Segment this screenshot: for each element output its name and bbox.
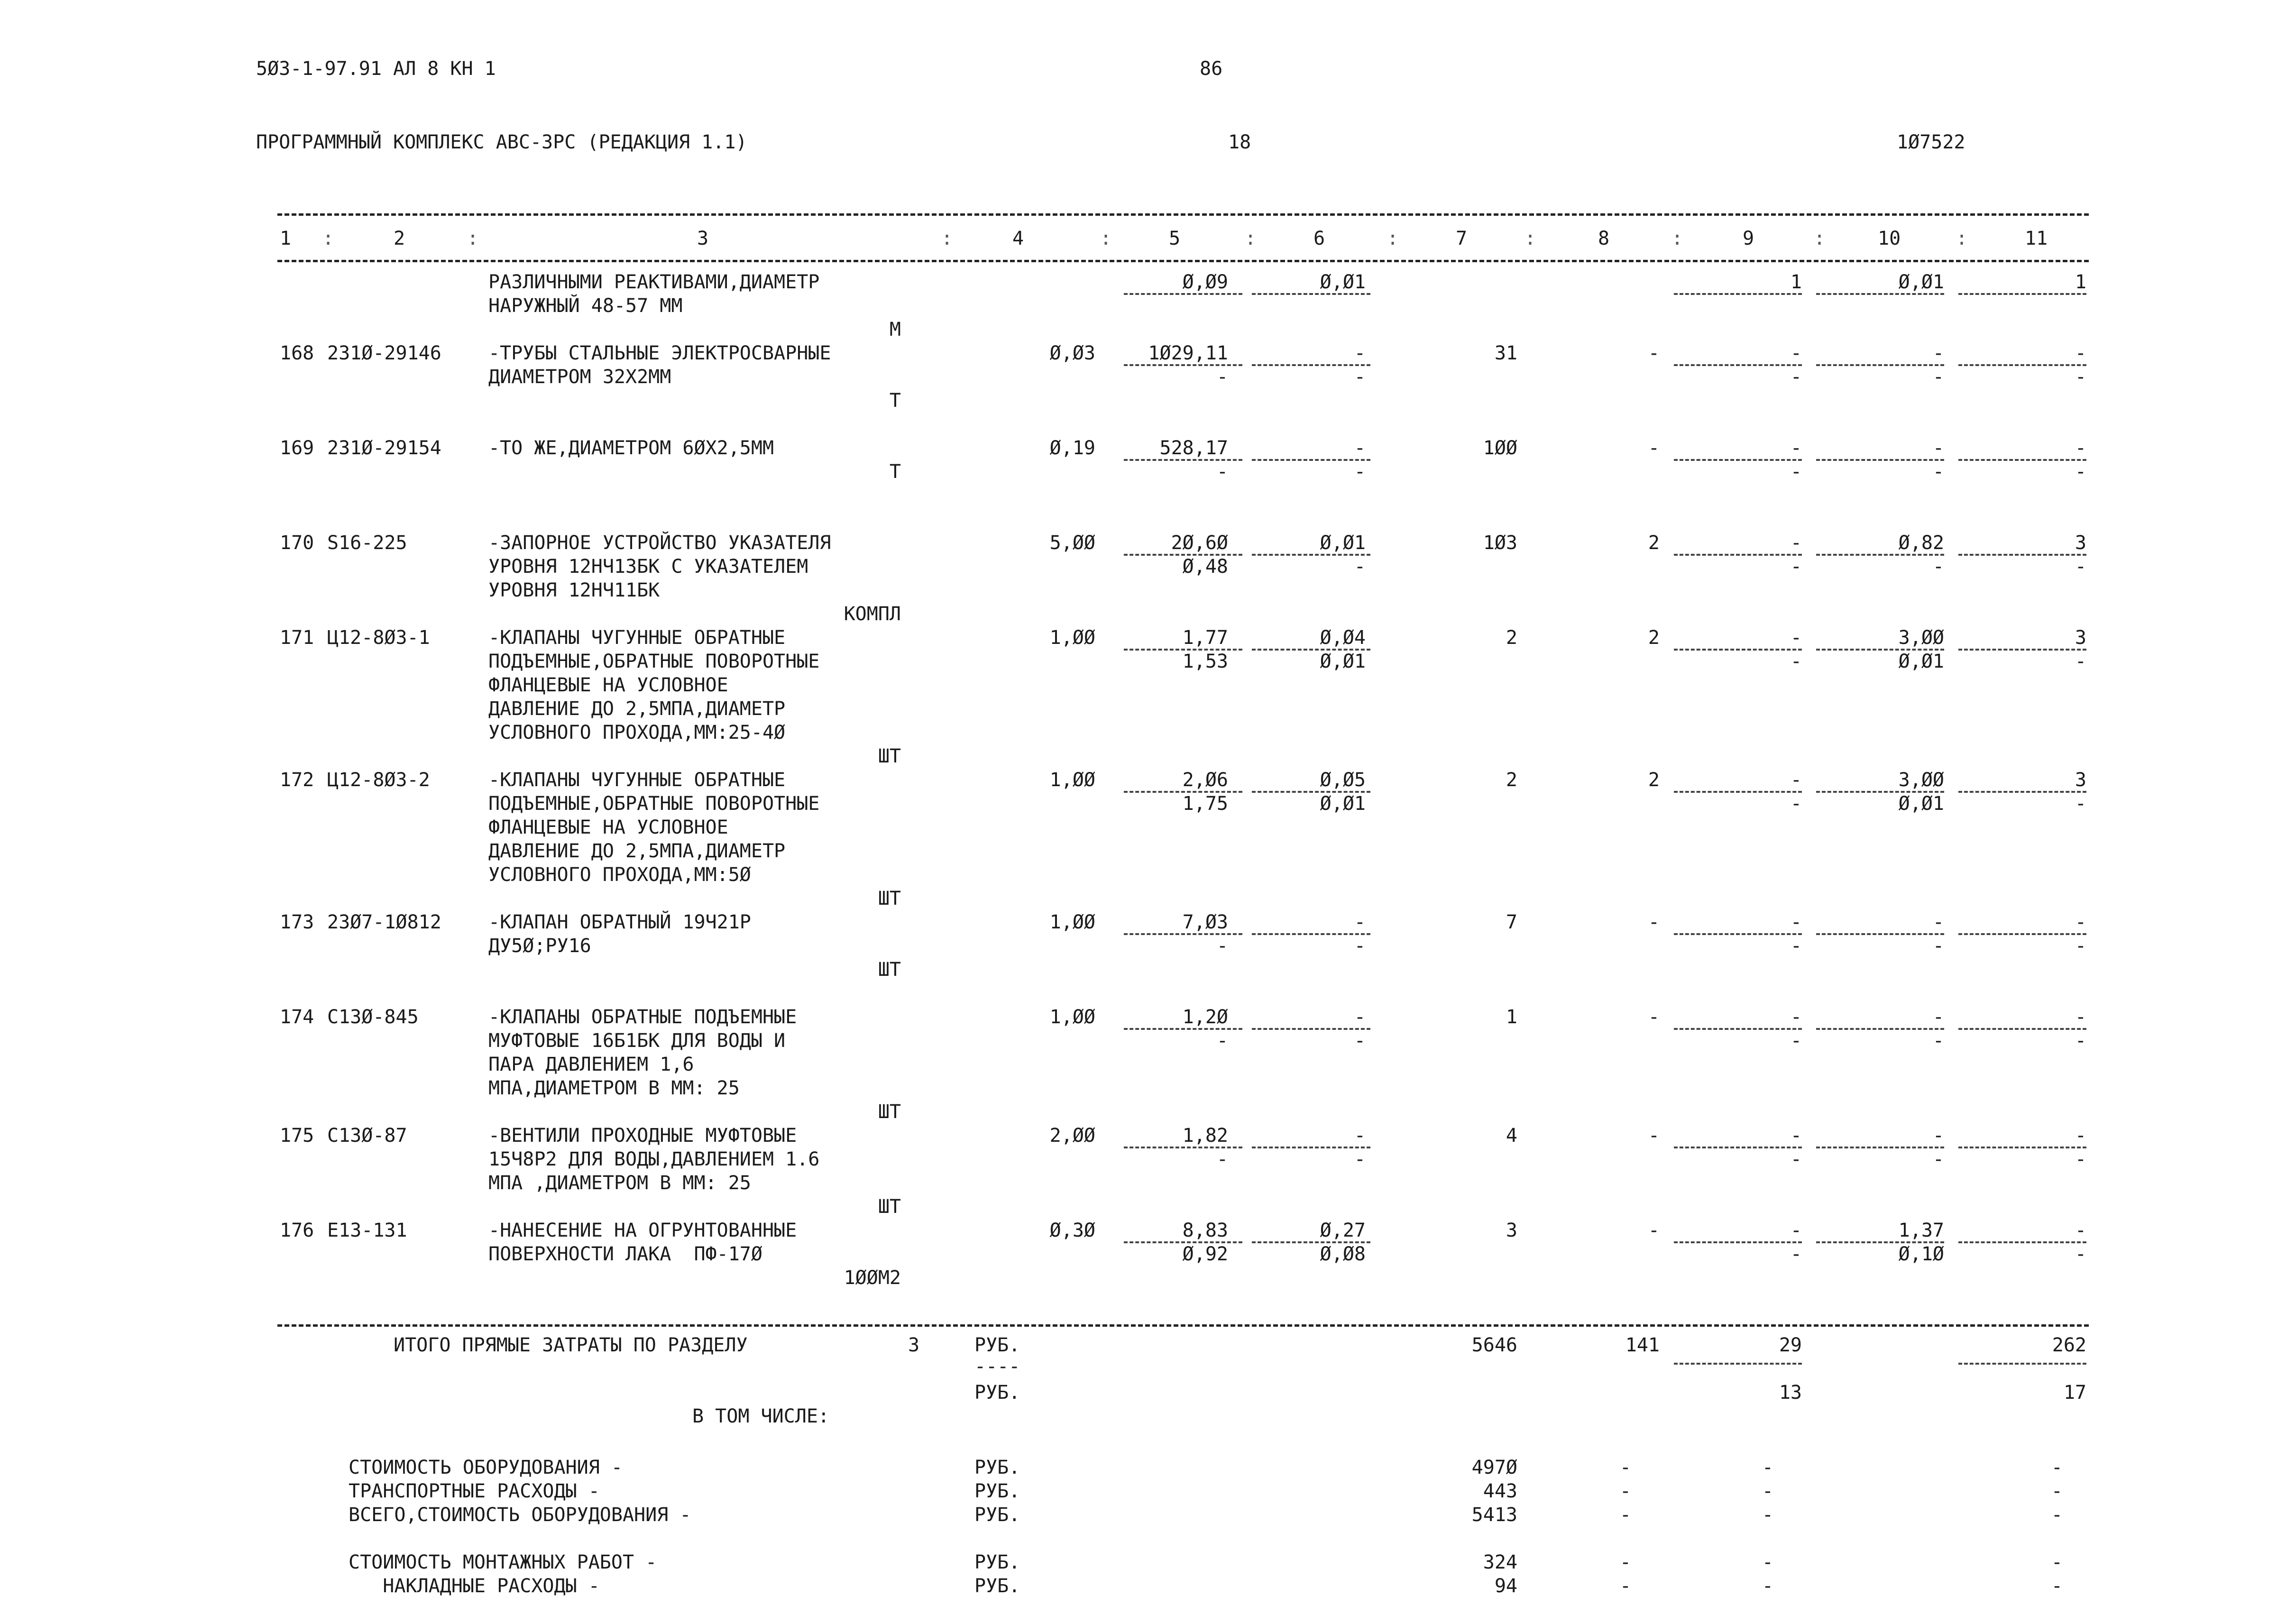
document-number: 1Ø7522 [1897, 131, 1965, 153]
row-col11-lower: - [2075, 793, 2086, 815]
row-col10-lower: - [1932, 461, 1944, 483]
row-col6: - [1354, 1006, 1366, 1028]
row-col5: 1,82 [1182, 1125, 1228, 1147]
row-col9: - [1790, 1006, 1802, 1028]
row-col11-lower: - [2075, 1148, 2086, 1170]
totals-col7: 5646 [1471, 1334, 1517, 1356]
row-col11: - [2075, 1125, 2086, 1147]
column-header: 11 [2025, 228, 2048, 249]
row-col7: 31 [1494, 342, 1517, 364]
row-col6-lower: - [1354, 461, 1366, 483]
row-col11-lower: - [2075, 935, 2086, 957]
row-description-line: -КЛАПАНЫ ЧУГУННЫЕ ОБРАТНЫЕ [488, 627, 786, 649]
row-col4: Ø,19 [1049, 437, 1095, 459]
row-col7: 1 [1506, 1006, 1517, 1028]
row-subtotal-rule [1124, 293, 1242, 295]
row-col9: - [1790, 437, 1802, 459]
row-col5: 1,2Ø [1182, 1006, 1228, 1028]
row-col7: 1ØØ [1483, 437, 1517, 459]
row-number: 168 [280, 342, 314, 364]
column-header: 9 [1743, 228, 1754, 249]
row-col7: 1Ø3 [1483, 532, 1517, 554]
summary-col11: - [2051, 1504, 2063, 1526]
table-top-rule [277, 213, 2089, 216]
row-col5-lower: - [1216, 1030, 1228, 1052]
row-col4: 1,ØØ [1049, 769, 1095, 791]
row-col6-lower: Ø,Ø8 [1320, 1243, 1366, 1265]
including-heading: В ТОМ ЧИСЛЕ: [692, 1405, 829, 1427]
row-description-line: -ЗАПОРНОЕ УСТРОЙСТВО УКАЗАТЕЛЯ [488, 532, 831, 554]
column-separator: : [941, 228, 953, 249]
row-col11-lower: - [2075, 651, 2086, 672]
summary-col11: - [2051, 1551, 2063, 1573]
column-separator: : [1671, 228, 1683, 249]
summary-col11: - [2051, 1575, 2063, 1597]
summary-unit: РУБ. [974, 1480, 1020, 1502]
row-col10-lower: - [1932, 1030, 1944, 1052]
row-col10: 3,ØØ [1898, 627, 1944, 649]
row-col11: 1 [2075, 271, 2086, 293]
row-col4: 1,ØØ [1049, 911, 1095, 933]
row-col9-lower: - [1790, 651, 1802, 672]
row-subtotal-rule [1252, 293, 1370, 295]
column-separator: : [1245, 228, 1257, 249]
row-col4: 2,ØØ [1049, 1125, 1095, 1147]
row-col8: - [1648, 911, 1660, 933]
row-col9: - [1790, 1125, 1802, 1147]
column-separator: : [322, 228, 334, 249]
column-header: 8 [1598, 228, 1610, 249]
summary-label: НАКЛАДНЫЕ РАСХОДЫ - [349, 1575, 600, 1597]
row-col11-lower: - [2075, 556, 2086, 578]
summary-unit: РУБ. [974, 1575, 1020, 1597]
summary-col7: 5413 [1471, 1504, 1517, 1526]
row-col10: Ø,Ø1 [1898, 271, 1944, 293]
row-col5-lower: - [1216, 366, 1228, 388]
row-description-line: РАЗЛИЧНЫМИ РЕАКТИВАМИ,ДИАМЕТР [488, 271, 820, 293]
row-col7: 3 [1506, 1220, 1517, 1241]
row-col10: Ø,82 [1898, 532, 1944, 554]
row-number: 174 [280, 1006, 314, 1028]
row-col9-lower: - [1790, 366, 1802, 388]
row-col5: 528,17 [1159, 437, 1228, 459]
totals-section: 3 [908, 1334, 920, 1356]
program-title: ПРОГРАММНЫЙ КОМПЛЕКС АВС-3РС (РЕДАКЦИЯ 1.1) [256, 131, 747, 153]
row-col11-lower: - [2075, 1243, 2086, 1265]
row-col8: - [1648, 437, 1660, 459]
row-number: 173 [280, 911, 314, 933]
row-col6: Ø,27 [1320, 1220, 1366, 1241]
row-col6-lower: - [1354, 1148, 1366, 1170]
totals-col11: 262 [2052, 1334, 2086, 1356]
row-unit: М [889, 319, 901, 340]
row-description-line: -НАНЕСЕНИЕ НА ОГРУНТОВАННЫЕ [488, 1220, 797, 1241]
row-col10: - [1932, 911, 1944, 933]
row-description-line: УРОВНЯ 12НЧ11БК [488, 579, 660, 601]
row-description-line: -КЛАПАНЫ ОБРАТНЫЕ ПОДЪЕМНЫЕ [488, 1006, 797, 1028]
row-col6: Ø,Ø1 [1320, 271, 1366, 293]
row-col7: 4 [1506, 1125, 1517, 1147]
row-number: 169 [280, 437, 314, 459]
row-description-line: НАРУЖНЫЙ 48-57 ММ [488, 295, 683, 317]
totals-unit: РУБ. [974, 1382, 1020, 1404]
row-col10-lower: - [1932, 366, 1944, 388]
row-code: С13Ø-87 [327, 1125, 407, 1147]
row-col9-lower: - [1790, 1243, 1802, 1265]
row-col9: - [1790, 911, 1802, 933]
row-col7: 2 [1506, 627, 1517, 649]
totals-col8: 141 [1625, 1334, 1660, 1356]
row-description-line: -КЛАПАНЫ ЧУГУННЫЕ ОБРАТНЫЕ [488, 769, 786, 791]
row-col9: - [1790, 1220, 1802, 1241]
row-col10: 1,37 [1898, 1220, 1944, 1241]
row-col11: 3 [2075, 627, 2086, 649]
summary-col8: - [1619, 1551, 1631, 1573]
row-description-line: -КЛАПАН ОБРАТНЫЙ 19Ч21Р [488, 911, 751, 933]
summary-unit: РУБ. [974, 1457, 1020, 1478]
summary-col9: - [1762, 1575, 1773, 1597]
row-col5: 2,Ø6 [1182, 769, 1228, 791]
row-col11: - [2075, 437, 2086, 459]
row-col11: - [2075, 342, 2086, 364]
row-col11-lower: - [2075, 1030, 2086, 1052]
page-number: 86 [1200, 58, 1223, 80]
summary-label: СТОИМОСТЬ МОНТАЖНЫХ РАБОТ - [349, 1551, 657, 1573]
row-description-line: УСЛОВНОГО ПРОХОДА,ММ:25-4Ø [488, 722, 786, 743]
row-description-line: ДИАМЕТРОМ 32Х2ММ [488, 366, 671, 388]
row-description-line: ДУ5Ø;РУ16 [488, 935, 591, 957]
row-unit: 1ØØМ2 [844, 1267, 901, 1289]
row-col10: - [1932, 342, 1944, 364]
row-col6: - [1354, 437, 1366, 459]
summary-col7: 443 [1483, 1480, 1517, 1502]
row-col9-lower: - [1790, 935, 1802, 957]
totals-col9: 13 [1779, 1382, 1802, 1404]
column-header: 2 [394, 228, 405, 249]
row-col5: 1Ø29,11 [1148, 342, 1228, 364]
row-col5-lower: 1,75 [1182, 793, 1228, 815]
row-number: 172 [280, 769, 314, 791]
column-header: 5 [1169, 228, 1181, 249]
row-description-line: ПАРА ДАВЛЕНИЕМ 1,6 [488, 1054, 694, 1075]
row-code: 23Ø7-1Ø812 [327, 911, 441, 933]
row-col6-lower: Ø,Ø1 [1320, 651, 1366, 672]
row-col5-lower: Ø,92 [1182, 1243, 1228, 1265]
summary-label: СТОИМОСТЬ ОБОРУДОВАНИЯ - [349, 1457, 623, 1478]
row-unit: ШТ [878, 888, 901, 909]
header-bottom-rule [277, 260, 2089, 262]
column-separator: : [1814, 228, 1826, 249]
row-col9: 1 [1790, 271, 1802, 293]
summary-col11: - [2051, 1480, 2063, 1502]
row-col6: - [1354, 1125, 1366, 1147]
row-col4: Ø,3Ø [1049, 1220, 1095, 1241]
row-description-line: ФЛАНЦЕВЫЕ НА УСЛОВНОЕ [488, 817, 728, 838]
row-col6: Ø,Ø4 [1320, 627, 1366, 649]
row-col10-lower: Ø,1Ø [1898, 1243, 1944, 1265]
row-col8: - [1648, 1006, 1660, 1028]
row-col11: 3 [2075, 769, 2086, 791]
row-col8: 2 [1648, 769, 1660, 791]
row-col5-lower: - [1216, 935, 1228, 957]
summary-col9: - [1762, 1551, 1773, 1573]
summary-col8: - [1619, 1457, 1631, 1478]
row-description-line: МУФТОВЫЕ 16Б1БК ДЛЯ ВОДЫ И [488, 1030, 786, 1052]
column-header: 4 [1012, 228, 1024, 249]
row-description-line: ДАВЛЕНИЕ ДО 2,5МПА,ДИАМЕТР [488, 840, 786, 862]
summary-col9: - [1762, 1457, 1773, 1478]
summary-unit: РУБ. [974, 1504, 1020, 1526]
row-code: С13Ø-845 [327, 1006, 419, 1028]
totals-unit: РУБ. [974, 1334, 1020, 1356]
row-col7: 2 [1506, 769, 1517, 791]
row-number: 176 [280, 1220, 314, 1241]
row-description-line: ПОДЪЕМНЫЕ,ОБРАТНЫЕ ПОВОРОТНЫЕ [488, 651, 820, 672]
totals-dashes: ---- [974, 1356, 1020, 1377]
column-header: 1 [280, 228, 292, 249]
row-subtotal-rule [1958, 293, 2086, 295]
row-col9-lower: - [1790, 793, 1802, 815]
row-code: S16-225 [327, 532, 407, 554]
column-header: 10 [1878, 228, 1901, 249]
row-code: Ц12-8Ø3-2 [327, 769, 430, 791]
row-col10-lower: - [1932, 556, 1944, 578]
row-col9-lower: - [1790, 1030, 1802, 1052]
row-col9: - [1790, 627, 1802, 649]
row-col10: - [1932, 1125, 1944, 1147]
totals-col11: 17 [2063, 1382, 2086, 1404]
row-col11: - [2075, 911, 2086, 933]
row-col10: - [1932, 437, 1944, 459]
column-separator: : [1387, 228, 1399, 249]
row-col8: 2 [1648, 532, 1660, 554]
row-unit: ШТ [878, 959, 901, 981]
totals-underline [1958, 1363, 2086, 1365]
row-col9: - [1790, 342, 1802, 364]
row-col5: Ø,Ø9 [1182, 271, 1228, 293]
row-col6-lower: Ø,Ø1 [1320, 793, 1366, 815]
row-col9-lower: - [1790, 556, 1802, 578]
row-col8: - [1648, 342, 1660, 364]
row-col6-lower: - [1354, 556, 1366, 578]
row-col5-lower: 1,53 [1182, 651, 1228, 672]
row-subtotal-rule [1674, 293, 1802, 295]
row-col4: 5,ØØ [1049, 532, 1095, 554]
totals-rule [277, 1324, 2089, 1327]
row-col8: - [1648, 1125, 1660, 1147]
row-description-line: УРОВНЯ 12НЧ13БК С УКАЗАТЕЛЕМ [488, 556, 808, 578]
row-col5-lower: Ø,48 [1182, 556, 1228, 578]
totals-underline [1674, 1363, 1802, 1365]
row-col11: 3 [2075, 532, 2086, 554]
row-col11: - [2075, 1006, 2086, 1028]
row-col6-lower: - [1354, 1030, 1366, 1052]
row-number: 171 [280, 627, 314, 649]
row-col10-lower: - [1932, 935, 1944, 957]
row-description-line: ПОВЕРХНОСТИ ЛАКА ПФ-17Ø [488, 1243, 762, 1265]
row-col8: 2 [1648, 627, 1660, 649]
row-col11-lower: - [2075, 461, 2086, 483]
summary-col9: - [1762, 1480, 1773, 1502]
row-col10: - [1932, 1006, 1944, 1028]
column-separator: : [1100, 228, 1112, 249]
summary-col11: - [2051, 1457, 2063, 1478]
totals-col9: 29 [1779, 1334, 1802, 1356]
row-col5: 8,83 [1182, 1220, 1228, 1241]
row-col5: 2Ø,6Ø [1171, 532, 1228, 554]
summary-label: ТРАНСПОРТНЫЕ РАСХОДЫ - [349, 1480, 600, 1502]
row-unit: КОМПЛ [844, 603, 901, 625]
summary-col7: 497Ø [1471, 1457, 1517, 1478]
row-col4: Ø,Ø3 [1049, 342, 1095, 364]
column-header: 7 [1456, 228, 1468, 249]
row-code: 231Ø-29154 [327, 437, 441, 459]
totals-label: ИТОГО ПРЯМЫЕ ЗАТРАТЫ ПО РАЗДЕЛУ [394, 1334, 748, 1356]
row-col9-lower: - [1790, 461, 1802, 483]
row-col6-lower: - [1354, 366, 1366, 388]
column-separator: : [1956, 228, 1968, 249]
summary-unit: РУБ. [974, 1551, 1020, 1573]
row-col7: 7 [1506, 911, 1517, 933]
column-separator: : [467, 228, 479, 249]
row-col10-lower: Ø,Ø1 [1898, 651, 1944, 672]
row-col10-lower: Ø,Ø1 [1898, 793, 1944, 815]
row-col5-lower: - [1216, 461, 1228, 483]
row-code: Ц12-8Ø3-1 [327, 627, 430, 649]
row-unit: Т [889, 461, 901, 483]
row-description-line: МПА ,ДИАМЕТРОМ В ММ: 25 [488, 1172, 751, 1194]
row-col10-lower: - [1932, 1148, 1944, 1170]
row-col5: 1,77 [1182, 627, 1228, 649]
row-col8: - [1648, 1220, 1660, 1241]
row-description-line: -ТО ЖЕ,ДИАМЕТРОМ 6ØХ2,5ММ [488, 437, 774, 459]
row-description-line: ФЛАНЦЕВЫЕ НА УСЛОВНОЕ [488, 674, 728, 696]
row-description-line: ДАВЛЕНИЕ ДО 2,5МПА,ДИАМЕТР [488, 698, 786, 720]
row-col10: 3,ØØ [1898, 769, 1944, 791]
row-subtotal-rule [1816, 293, 1944, 295]
sheet-number: 18 [1228, 131, 1251, 153]
row-col6: Ø,Ø5 [1320, 769, 1366, 791]
row-unit: ШТ [878, 1101, 901, 1123]
row-col5-lower: - [1216, 1148, 1228, 1170]
row-col9-lower: - [1790, 1148, 1802, 1170]
row-number: 170 [280, 532, 314, 554]
row-col5: 7,Ø3 [1182, 911, 1228, 933]
column-header: 3 [697, 228, 709, 249]
row-code: 231Ø-29146 [327, 342, 441, 364]
summary-col9: - [1762, 1504, 1773, 1526]
summary-col8: - [1619, 1480, 1631, 1502]
row-col6: Ø,Ø1 [1320, 532, 1366, 554]
summary-col7: 94 [1494, 1575, 1517, 1597]
document-code: 5Ø3-1-97.91 АЛ 8 КН 1 [256, 58, 496, 80]
column-separator: : [1525, 228, 1536, 249]
row-description-line: ПОДЪЕМНЫЕ,ОБРАТНЫЕ ПОВОРОТНЫЕ [488, 793, 820, 815]
summary-label: ВСЕГО,СТОИМОСТЬ ОБОРУДОВАНИЯ - [349, 1504, 691, 1526]
row-col6: - [1354, 342, 1366, 364]
row-code: Е13-131 [327, 1220, 407, 1241]
row-unit: ШТ [878, 1196, 901, 1218]
row-col9: - [1790, 532, 1802, 554]
row-col4: 1,ØØ [1049, 1006, 1095, 1028]
row-col6: - [1354, 911, 1366, 933]
column-header: 6 [1313, 228, 1325, 249]
row-col11-lower: - [2075, 366, 2086, 388]
row-unit: Т [889, 390, 901, 412]
row-description-line: 15Ч8Р2 ДЛЯ ВОДЫ,ДАВЛЕНИЕМ 1.6 [488, 1148, 820, 1170]
row-description-line: УСЛОВНОГО ПРОХОДА,ММ:5Ø [488, 864, 751, 886]
summary-col8: - [1619, 1575, 1631, 1597]
row-col11: - [2075, 1220, 2086, 1241]
row-description-line: -ВЕНТИЛИ ПРОХОДНЫЕ МУФТОВЫЕ [488, 1125, 797, 1147]
row-description-line: МПА,ДИАМЕТРОМ В ММ: 25 [488, 1077, 740, 1099]
row-unit: ШТ [878, 745, 901, 767]
row-number: 175 [280, 1125, 314, 1147]
row-col6-lower: - [1354, 935, 1366, 957]
summary-col8: - [1619, 1504, 1631, 1526]
row-description-line: -ТРУБЫ СТАЛЬНЫЕ ЭЛЕКТРОСВАРНЫЕ [488, 342, 831, 364]
row-col4: 1,ØØ [1049, 627, 1095, 649]
summary-col7: 324 [1483, 1551, 1517, 1573]
row-col9: - [1790, 769, 1802, 791]
